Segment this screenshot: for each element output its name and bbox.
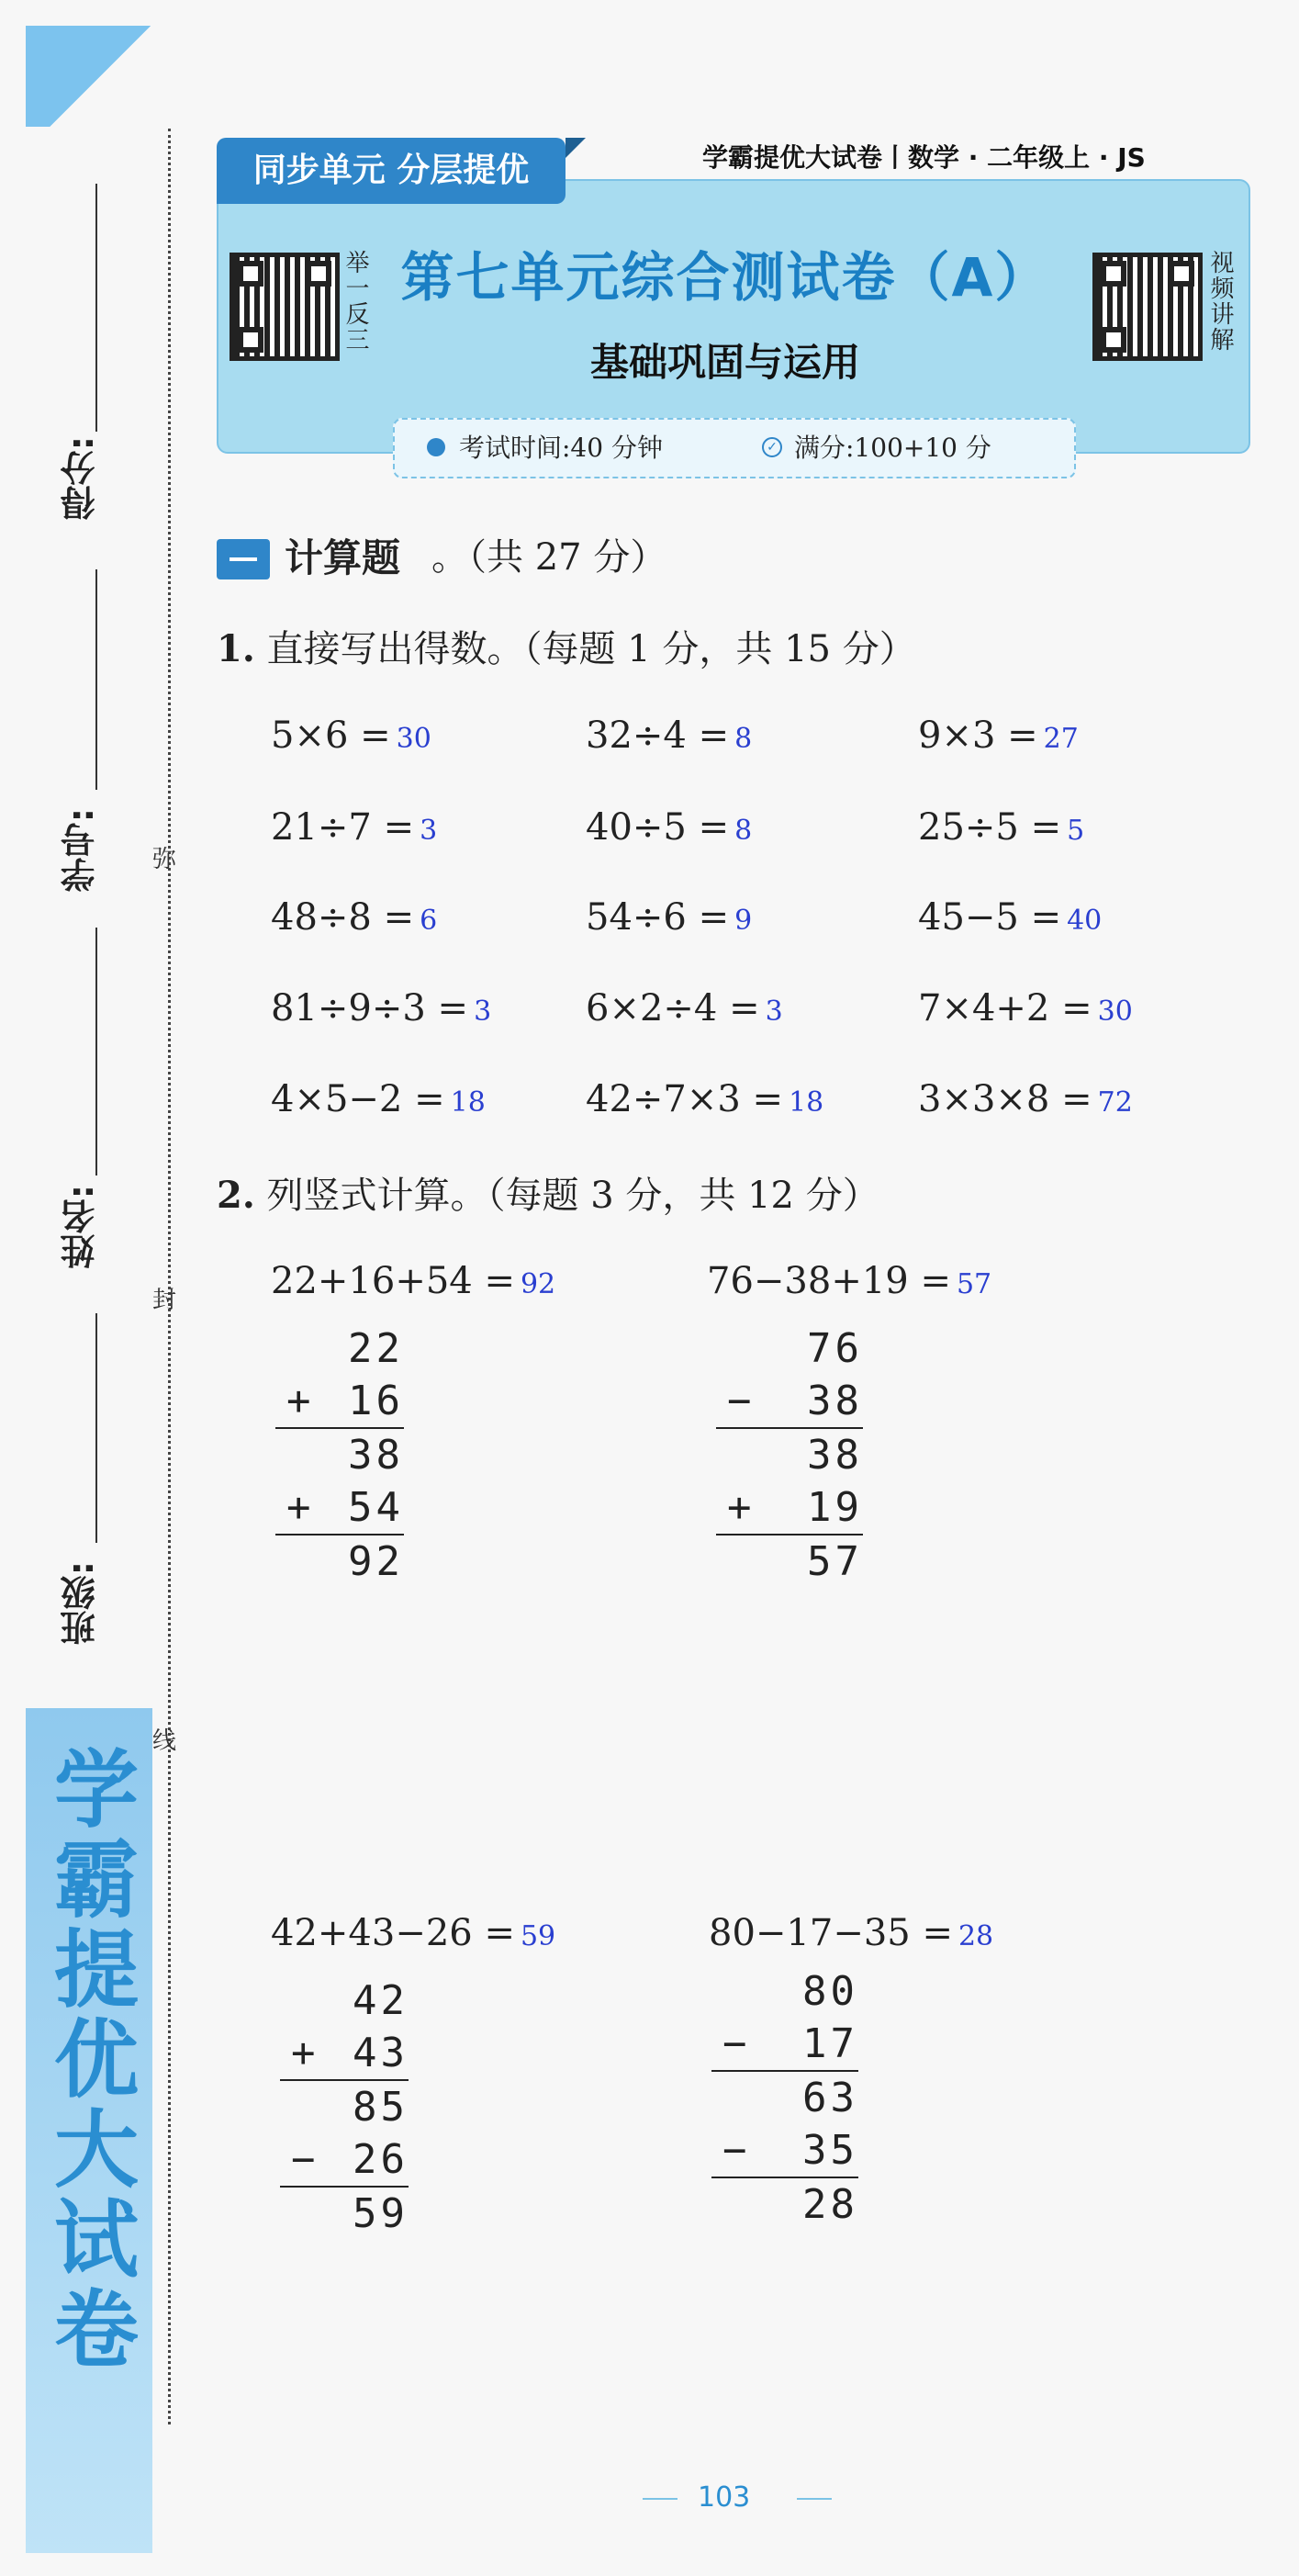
operator: −: [722, 2020, 747, 2067]
vertical-calc-expression: [271, 1912, 555, 1954]
operator: +: [286, 1378, 311, 1424]
calc-answer: 3: [420, 815, 438, 847]
calc-item: [918, 806, 1084, 849]
calc-expression: 54÷6 =: [586, 896, 730, 939]
binding-dotted-line: [168, 129, 171, 2424]
corner-decoration: [26, 26, 152, 127]
question-1-title: [217, 620, 916, 672]
vertical-calc-expression: [271, 1260, 555, 1302]
vertical-calc-row: [711, 2018, 858, 2070]
operand: 22: [348, 1325, 404, 1372]
id-line-top: [95, 569, 97, 790]
side-brand-title: 学霸提优大试卷: [40, 1745, 140, 2375]
page-subtitle: 基础巩固与运用: [589, 340, 860, 385]
vertical-calc-row: [711, 2070, 858, 2124]
operator: −: [291, 2136, 316, 2183]
calc-item: [271, 987, 491, 1029]
score-label: 得分:: [61, 436, 101, 521]
operator: −: [727, 1378, 752, 1424]
vertical-calc-row: [280, 2186, 409, 2240]
operand: 80: [802, 1968, 858, 2015]
operand: 85: [353, 2084, 409, 2131]
full-score: 满分:100+10 分: [794, 433, 991, 463]
vertical-calc: [716, 1322, 863, 1588]
calc-item: [271, 896, 437, 939]
seal-char-1: 弥: [152, 846, 177, 873]
operand: 54: [348, 1484, 404, 1531]
vertical-calc-row: [280, 2079, 409, 2133]
vertical-calc: [711, 1965, 858, 2231]
vertical-calc-row: [280, 2027, 409, 2079]
operator: +: [286, 1484, 311, 1531]
calc-answer: 92: [520, 1268, 556, 1300]
unit-tag: 同步单元 分层提优: [217, 138, 566, 204]
calc-item: [586, 714, 752, 757]
calc-answer: 72: [1097, 1086, 1133, 1119]
calc-expression: 32÷4 =: [586, 714, 730, 757]
qr-code-icon[interactable]: [1092, 253, 1203, 361]
qr-right-label: 视频讲解: [1206, 250, 1234, 353]
vertical-calc-row: [275, 1534, 404, 1588]
operand: 63: [802, 2075, 858, 2121]
calc-expression: 7×4+2 =: [918, 987, 1092, 1029]
calc-answer: 9: [734, 905, 753, 937]
operand: 57: [807, 1538, 863, 1585]
vertical-calc-row: [280, 2133, 409, 2186]
calc-expression: 42+43−26 =: [271, 1912, 515, 1954]
vertical-calc-row: [716, 1534, 863, 1588]
calc-item: [271, 806, 437, 849]
vertical-calc-expression: [709, 1912, 993, 1954]
calc-answer: 28: [957, 1920, 994, 1952]
class-line: [95, 1313, 97, 1543]
exam-info-box: [393, 418, 1076, 478]
operand: 38: [807, 1378, 863, 1424]
vertical-calc-row: [716, 1481, 863, 1534]
question-prompt: 直接写出得数。（每题 1 分，共 15 分）: [266, 628, 916, 670]
operator: [716, 1322, 727, 1375]
operator: [716, 1535, 727, 1588]
page-dash: [797, 2498, 832, 2500]
vertical-calc-row: [275, 1481, 404, 1534]
operator: [275, 1535, 286, 1588]
operator: [280, 2081, 291, 2133]
vertical-calc-expression: [707, 1260, 991, 1302]
page-dash: [643, 2498, 677, 2500]
calc-answer: 5: [1067, 815, 1085, 847]
operator: [711, 2072, 722, 2124]
name-line: [95, 928, 97, 1176]
operand: 38: [807, 1432, 863, 1479]
score-line: [95, 184, 97, 432]
calc-expression: 48÷8 =: [271, 896, 415, 939]
calc-item: [918, 714, 1079, 757]
operand: 92: [348, 1538, 404, 1585]
operator: [280, 1974, 291, 2027]
calc-item: [586, 987, 783, 1029]
series-title: 学霸提优大试卷丨数学 · 二年级上 · JS: [702, 142, 1146, 173]
calc-item: [271, 1078, 486, 1120]
vertical-calc-row: [711, 2177, 858, 2231]
question-2-title: [217, 1166, 879, 1219]
section-badge: [217, 539, 270, 579]
operator: [711, 1965, 722, 2018]
calc-item: [271, 714, 431, 757]
calc-expression: 4×5−2 =: [271, 1078, 445, 1120]
vertical-calc-row: [275, 1427, 404, 1481]
calc-answer: 30: [396, 723, 431, 755]
operator: [280, 2188, 291, 2240]
operand: 26: [353, 2136, 409, 2183]
operator: +: [291, 2030, 316, 2076]
vertical-calc-row: [716, 1322, 863, 1375]
calc-answer: 8: [734, 723, 753, 755]
operator: +: [727, 1484, 752, 1531]
question-prompt: 列竖式计算。（每题 3 分，共 12 分）: [266, 1175, 879, 1217]
seal-char-2: 封: [152, 1287, 177, 1314]
question-number: 1.: [217, 627, 255, 670]
calc-answer: 40: [1067, 905, 1103, 937]
operand: 19: [807, 1484, 863, 1531]
operator: [716, 1429, 727, 1481]
operand: 42: [353, 1977, 409, 2024]
page-number: 103: [698, 2481, 751, 2514]
calc-answer: 18: [450, 1086, 486, 1119]
calc-expression: 76−38+19 =: [707, 1260, 951, 1302]
qr-code-icon[interactable]: [230, 253, 340, 361]
calc-expression: 40÷5 =: [586, 806, 730, 849]
vertical-calc-row: [711, 1965, 858, 2018]
vertical-calc-row: [716, 1375, 863, 1427]
calc-answer: 27: [1043, 723, 1079, 755]
calc-answer: 18: [789, 1086, 824, 1119]
operand: 76: [807, 1325, 863, 1372]
calc-answer: 3: [765, 996, 783, 1028]
tag-fold: [566, 138, 586, 158]
clock-icon: [427, 438, 445, 456]
page-title: 第七单元综合测试卷（A）: [400, 246, 1050, 309]
vertical-calc: [275, 1322, 404, 1588]
calc-answer: 3: [474, 996, 492, 1028]
operand: 28: [802, 2181, 858, 2228]
operator: [711, 2178, 722, 2231]
calc-item: [586, 896, 752, 939]
operator: [275, 1322, 286, 1375]
calc-expression: 25÷5 =: [918, 806, 1062, 849]
calc-expression: 5×6 =: [271, 714, 391, 757]
seal-char-3: 线: [152, 1727, 177, 1755]
operator: [275, 1429, 286, 1481]
calc-answer: 57: [956, 1268, 992, 1300]
vertical-calc: [280, 1974, 409, 2240]
question-number: 2.: [217, 1174, 255, 1217]
calc-item: [586, 806, 752, 849]
calc-expression: 81÷9÷3 =: [271, 987, 469, 1029]
exam-time: 考试时间:40 分钟: [459, 433, 663, 463]
vertical-calc-row: [275, 1375, 404, 1427]
check-icon: ✓: [762, 437, 782, 457]
vertical-calc-row: [275, 1322, 404, 1375]
calc-item: [918, 1078, 1133, 1120]
calc-item: [918, 896, 1102, 939]
name-label: 姓名:: [61, 1185, 101, 1269]
calc-expression: 80−17−35 =: [709, 1912, 953, 1954]
id-label: 学号:: [61, 808, 101, 893]
operand: 38: [348, 1432, 404, 1479]
qr-left-label: 举一反三: [342, 250, 369, 353]
operand: 35: [802, 2127, 858, 2174]
calc-expression: 21÷7 =: [271, 806, 415, 849]
calc-answer: 30: [1097, 996, 1133, 1028]
calc-item: [918, 987, 1133, 1029]
section-title: 计算题: [285, 535, 401, 580]
vertical-calc-row: [711, 2124, 858, 2177]
calc-answer: 8: [734, 815, 753, 847]
operand: 17: [802, 2020, 858, 2067]
operand: 16: [348, 1378, 404, 1424]
operand: 43: [353, 2030, 409, 2076]
calc-answer: 59: [520, 1920, 556, 1952]
calc-expression: 3×3×8 =: [918, 1078, 1092, 1120]
vertical-calc-row: [280, 1974, 409, 2027]
calc-expression: 42÷7×3 =: [586, 1078, 784, 1120]
calc-expression: 45−5 =: [918, 896, 1062, 939]
vertical-calc-row: [716, 1427, 863, 1481]
operator: −: [722, 2127, 747, 2174]
calc-answer: 6: [420, 905, 438, 937]
calc-expression: 9×3 =: [918, 714, 1038, 757]
calc-expression: 22+16+54 =: [271, 1260, 515, 1302]
operand: 59: [353, 2190, 409, 2237]
class-label: 班级:: [61, 1561, 101, 1646]
section-score: 。（共 27 分）: [431, 536, 667, 579]
calc-expression: 6×2÷4 =: [586, 987, 760, 1029]
calc-item: [586, 1078, 823, 1120]
